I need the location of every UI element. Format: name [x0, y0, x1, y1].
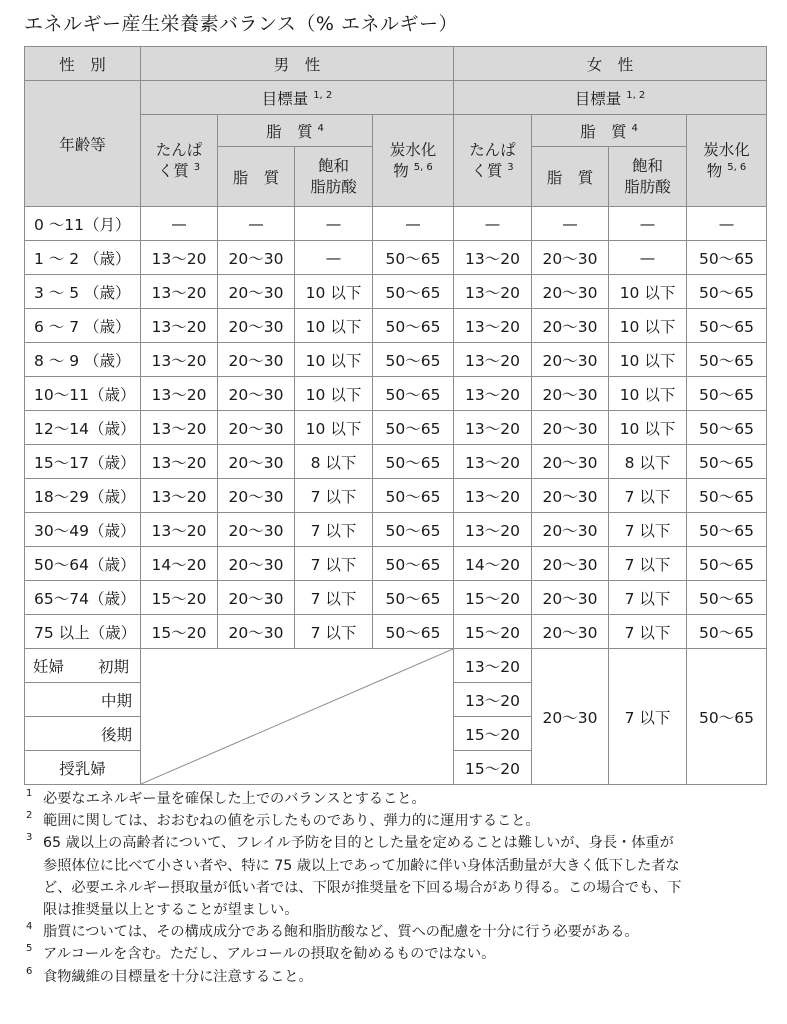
table-cell: 7 以下 — [295, 547, 373, 581]
table-cell: 13〜20 — [454, 513, 532, 547]
table-cell: 20〜30 — [218, 513, 295, 547]
female-target-header: 目標量 $^{1, 2}$ — [454, 81, 767, 115]
table-row — [25, 649, 767, 683]
table-cell: 10 以下 — [295, 377, 373, 411]
footnote — [24, 921, 769, 943]
table-cell: 20〜30 — [532, 547, 609, 581]
table-cell: 7 以下 — [609, 513, 687, 547]
footnote — [24, 788, 769, 810]
age-cell: 50〜64（歳） — [25, 547, 141, 581]
age-cell: 10〜11（歳） — [25, 377, 141, 411]
table-cell: 50〜65 — [687, 649, 767, 785]
lactating-label: 授乳婦 — [25, 751, 141, 785]
footnote-number: 6 — [26, 965, 33, 977]
pregnant-middle-label: 中期 — [25, 683, 141, 717]
table-cell: 20〜30 — [532, 445, 609, 479]
table-cell: 15〜20 — [454, 717, 532, 751]
table-cell: 50〜65 — [687, 445, 767, 479]
age-cell: 15〜17（歳） — [25, 445, 141, 479]
table-cell: — — [609, 207, 687, 241]
table-cell: 50〜65 — [687, 513, 767, 547]
table-cell: 50〜65 — [373, 343, 454, 377]
header-row-sex — [25, 47, 767, 81]
table-cell: 20〜30 — [218, 411, 295, 445]
footnote-number: 3 — [26, 832, 33, 844]
not-applicable-diagonal — [141, 649, 454, 785]
table-cell: — — [218, 207, 295, 241]
female-sat-header: 飽和 脂肪酸 — [609, 147, 687, 207]
table-cell: 13〜20 — [141, 377, 218, 411]
table-cell: — — [609, 241, 687, 275]
age-cell: 8 〜 9 （歳） — [25, 343, 141, 377]
footnote-number: 2 — [26, 810, 33, 822]
table-row — [25, 343, 767, 377]
table-cell: 13〜20 — [454, 377, 532, 411]
table-cell: 50〜65 — [687, 615, 767, 649]
table-cell: 50〜65 — [373, 445, 454, 479]
table-cell: 20〜30 — [218, 547, 295, 581]
table-cell: 20〜30 — [532, 649, 609, 785]
table-cell: 20〜30 — [532, 241, 609, 275]
table-cell: 50〜65 — [687, 411, 767, 445]
table-cell: 13〜20 — [454, 343, 532, 377]
table-cell: 7 以下 — [609, 547, 687, 581]
table-cell: 7 以下 — [609, 649, 687, 785]
table-cell: 20〜30 — [218, 615, 295, 649]
male-sat-header: 飽和 脂肪酸 — [295, 147, 373, 207]
age-cell: 1 〜 2 （歳） — [25, 241, 141, 275]
age-cell: 30〜49（歳） — [25, 513, 141, 547]
table-row — [25, 581, 767, 615]
page-title: エネルギー産生栄養素バランス（% エネルギー） — [24, 13, 459, 35]
table-cell: 20〜30 — [532, 411, 609, 445]
male-header: 男 性 — [141, 47, 454, 81]
table-cell: 20〜30 — [532, 343, 609, 377]
table-cell: 13〜20 — [454, 309, 532, 343]
footnote-text: 範囲に関しては、おおむねの値を示したものであり、弾力的に運用すること。 — [43, 813, 540, 830]
table-cell: 50〜65 — [373, 241, 454, 275]
table-cell: 13〜20 — [141, 275, 218, 309]
table-row — [25, 547, 767, 581]
table-cell: 7 以下 — [295, 513, 373, 547]
table-row — [25, 479, 767, 513]
footnote — [24, 810, 769, 832]
footnote — [24, 832, 769, 921]
table-cell: 13〜20 — [141, 479, 218, 513]
pregnant-early-label: 妊婦 初期 — [25, 649, 141, 683]
table-cell: 50〜65 — [373, 615, 454, 649]
footnote — [24, 943, 769, 965]
male-target-header: 目標量 $^{1, 2}$ — [141, 81, 454, 115]
sex-header: 性 別 — [25, 47, 141, 81]
table-cell: 10 以下 — [609, 377, 687, 411]
table-row — [25, 445, 767, 479]
table-cell: 20〜30 — [218, 445, 295, 479]
footnote — [24, 966, 769, 988]
footnote-text: 脂質については、その構成成分である飽和脂肪酸など、質への配慮を十分に行う必要がある。 — [43, 924, 639, 941]
table-cell: 20〜30 — [218, 241, 295, 275]
table-cell: 13〜20 — [141, 445, 218, 479]
table-row — [25, 615, 767, 649]
table-cell: — — [141, 207, 218, 241]
table-cell: — — [454, 207, 532, 241]
table-cell: 7 以下 — [609, 581, 687, 615]
age-cell: 3 〜 5 （歳） — [25, 275, 141, 309]
table-cell: 20〜30 — [532, 377, 609, 411]
table-cell: 13〜20 — [454, 411, 532, 445]
table-cell: 10 以下 — [295, 309, 373, 343]
table-row — [25, 411, 767, 445]
table-cell: — — [295, 207, 373, 241]
female-lipid-sub-header: 脂 質 — [532, 147, 609, 207]
pregnant-late-label: 後期 — [25, 717, 141, 751]
table-cell: 50〜65 — [373, 513, 454, 547]
table-cell: 10 以下 — [609, 309, 687, 343]
footnote-text: 65 歳以上の高齢者について、フレイル予防を目的とした量を定めることは難しいが、身長・体重が 参照体位に比べて小さい者や、特に 75 歳以上であって加齢に伴い身体活動量が大きく低下した者な ど、必要エネルギー摂取量が低い者では、下限が推奨量を下回る場合があり得る。この場合でも、下 限は推奨量以上とすることが望ましい。 — [43, 835, 682, 919]
table-cell: 20〜30 — [218, 309, 295, 343]
female-protein-header: たんぱ く質 $^3$ — [454, 115, 532, 207]
table-cell: 13〜20 — [141, 343, 218, 377]
age-cell: 18〜29（歳） — [25, 479, 141, 513]
table-cell: 13〜20 — [454, 683, 532, 717]
table-row — [25, 513, 767, 547]
table-cell: 20〜30 — [218, 479, 295, 513]
table-cell: 10 以下 — [295, 411, 373, 445]
table-cell: 10 以下 — [295, 343, 373, 377]
table-cell: 50〜65 — [687, 241, 767, 275]
male-protein-header: たんぱ く質 $^3$ — [141, 115, 218, 207]
table-cell: 15〜20 — [141, 581, 218, 615]
table-cell: 8 以下 — [609, 445, 687, 479]
table-cell: — — [687, 207, 767, 241]
table-cell: 50〜65 — [373, 275, 454, 309]
table-cell: 20〜30 — [532, 309, 609, 343]
female-lipid-header: 脂 質 $^4$ — [532, 115, 687, 147]
table-cell: 50〜65 — [687, 479, 767, 513]
table-cell: 50〜65 — [373, 377, 454, 411]
table-cell: 50〜65 — [373, 581, 454, 615]
table-row — [25, 377, 767, 411]
table-cell: 50〜65 — [687, 309, 767, 343]
pregnancy-body — [25, 649, 767, 785]
footnote-text: アルコールを含む。ただし、アルコールの摂取を勧めるものではない。 — [43, 946, 496, 963]
table-cell: 50〜65 — [373, 309, 454, 343]
table-cell: 20〜30 — [532, 615, 609, 649]
footnotes — [24, 788, 769, 988]
table-row — [25, 207, 767, 241]
table-cell: 15〜20 — [454, 615, 532, 649]
table-cell: 13〜20 — [141, 411, 218, 445]
table-cell: 7 以下 — [295, 479, 373, 513]
table-cell: 20〜30 — [218, 275, 295, 309]
table-row — [25, 309, 767, 343]
table-cell: 13〜20 — [454, 445, 532, 479]
table-cell: — — [532, 207, 609, 241]
table-cell: 10 以下 — [609, 411, 687, 445]
table-cell: 14〜20 — [454, 547, 532, 581]
table-cell: 13〜20 — [141, 513, 218, 547]
footnote-number: 4 — [26, 921, 33, 933]
table-cell: 50〜65 — [373, 547, 454, 581]
table-cell: 50〜65 — [687, 275, 767, 309]
table-cell: 50〜65 — [687, 547, 767, 581]
female-carb-header: 炭水化 物 $^{5, 6}$ — [687, 115, 767, 207]
table-cell: 10 以下 — [609, 343, 687, 377]
table-cell: 14〜20 — [141, 547, 218, 581]
table-cell: 20〜30 — [532, 513, 609, 547]
male-lipid-header: 脂 質 $^4$ — [218, 115, 373, 147]
table-cell: 20〜30 — [218, 343, 295, 377]
age-cell: 65〜74（歳） — [25, 581, 141, 615]
table-cell: — — [373, 207, 454, 241]
table-cell: — — [295, 241, 373, 275]
age-cell: 12〜14（歳） — [25, 411, 141, 445]
table-cell: 50〜65 — [373, 479, 454, 513]
table-cell: 15〜20 — [454, 581, 532, 615]
table-cell: 15〜20 — [454, 751, 532, 785]
table-cell: 7 以下 — [295, 615, 373, 649]
age-cell: 0 〜11（月） — [25, 207, 141, 241]
table-body — [25, 207, 767, 649]
table-cell: 50〜65 — [687, 343, 767, 377]
nutrient-balance-table — [24, 46, 767, 785]
footnote-number: 1 — [26, 788, 33, 799]
age-cell: 6 〜 7 （歳） — [25, 309, 141, 343]
male-lipid-sub-header: 脂 質 — [218, 147, 295, 207]
table-row — [25, 275, 767, 309]
age-cell: 75 以上（歳） — [25, 615, 141, 649]
male-carb-header: 炭水化 物 $^{5, 6}$ — [373, 115, 454, 207]
table-cell: 7 以下 — [295, 581, 373, 615]
table-cell: 20〜30 — [218, 377, 295, 411]
table-cell: 13〜20 — [454, 479, 532, 513]
table-cell: 13〜20 — [141, 241, 218, 275]
age-header: 年齢等 — [25, 81, 141, 207]
table-cell: 15〜20 — [141, 615, 218, 649]
table-cell: 8 以下 — [295, 445, 373, 479]
table-cell: 13〜20 — [454, 649, 532, 683]
footnote-text: 食物繊維の目標量を十分に注意すること。 — [43, 968, 313, 985]
table-cell: 20〜30 — [218, 581, 295, 615]
table-cell: 7 以下 — [609, 479, 687, 513]
table-cell: 10 以下 — [609, 275, 687, 309]
table-cell: 7 以下 — [609, 615, 687, 649]
table-cell: 20〜30 — [532, 581, 609, 615]
female-header: 女 性 — [454, 47, 767, 81]
table-cell: 20〜30 — [532, 275, 609, 309]
table-cell: 20〜30 — [532, 479, 609, 513]
table-cell: 13〜20 — [454, 241, 532, 275]
footnote-number: 5 — [26, 943, 33, 955]
table-cell: 13〜20 — [141, 309, 218, 343]
footnote-text: 必要なエネルギー量を確保した上でのバランスとすること。 — [43, 791, 426, 807]
table-cell: 10 以下 — [295, 275, 373, 309]
table-row — [25, 241, 767, 275]
table-cell: 50〜65 — [687, 581, 767, 615]
table-cell: 50〜65 — [687, 377, 767, 411]
table-cell: 50〜65 — [373, 411, 454, 445]
table-cell: 13〜20 — [454, 275, 532, 309]
header-row-target — [25, 81, 767, 115]
